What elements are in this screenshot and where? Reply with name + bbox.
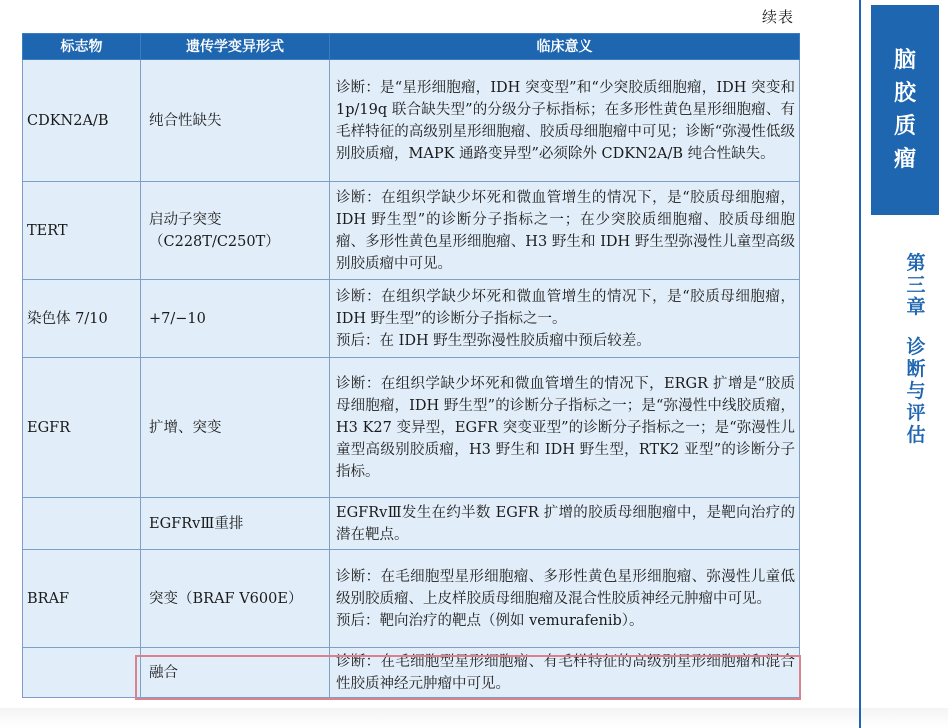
- section-tab: [871, 5, 939, 215]
- section-tab-char: 质: [893, 114, 916, 139]
- chapter-title-char: 与: [906, 380, 926, 402]
- page-bottom-edge: [0, 708, 948, 728]
- variant-cell: EGFRvⅢ重排: [141, 498, 330, 550]
- continued-label: 续表: [762, 8, 795, 26]
- variant-cell: +7/−10: [141, 280, 330, 358]
- marker-cell: CDKN2A/B: [23, 60, 141, 182]
- table-row: [23, 648, 800, 698]
- table-row: [23, 550, 800, 648]
- marker-cell: 染色体 7/10: [23, 280, 141, 358]
- chapter-label: [898, 252, 934, 446]
- variant-cell: 突变（BRAF V600E）: [141, 550, 330, 648]
- margin-rule: [859, 0, 861, 728]
- section-tab-char: 胶: [893, 81, 916, 106]
- marker-cell: [23, 498, 141, 550]
- genetic-markers-table: [22, 33, 800, 698]
- table-row: [23, 358, 800, 498]
- marker-cell: EGFR: [23, 358, 141, 498]
- variant-cell: 启动子突变（C228T/C250T）: [141, 182, 330, 280]
- chapter-number-char: 第: [906, 252, 926, 274]
- significance-cell: EGFRvⅢ发生在约半数 EGFR 扩增的胶质母细胞瘤中，是靶向治疗的潜在靶点。: [330, 498, 800, 550]
- variant-cell: 扩增、突变: [141, 358, 330, 498]
- marker-cell: [23, 648, 141, 698]
- significance-cell: 诊断：在组织学缺少坏死和微血管增生的情况下，是“胶质母细胞瘤，IDH 野生型”的诊断分子指标之一。 预后：在 IDH 野生型弥漫性胶质瘤中预后较差。: [330, 280, 800, 358]
- significance-cell: 诊断：在组织学缺少坏死和微血管增生的情况下，ERGR 扩增是“胶质母细胞瘤，IDH 野生型”的诊断分子指标之一；是“弥漫性中线胶质瘤，H3 K27 变异型，EGFR 突变亚型”的诊断分子指标之一；是“弥漫性儿童型高级别胶质瘤，H3 野生和 IDH 野生型，RTK2 亚型”的诊断分子指标。: [330, 358, 800, 498]
- significance-cell: 诊断：是“星形细胞瘤，IDH 突变型”和“少突胶质细胞瘤，IDH 突变和 1p/19q 联合缺失型”的分级分子标指标；在多形性黄色星形细胞瘤、有毛样特征的高级别星形细胞瘤、胶质母细胞瘤中可见；诊断“弥漫性低级别胶质瘤，MAPK 通路变异型”必须除外 CDKN2A/B 纯合性缺失。: [330, 60, 800, 182]
- table-header-row: [23, 34, 800, 60]
- significance-cell: 诊断：在毛细胞型星形细胞瘤、多形性黄色星形细胞瘤、弥漫性儿童低级别胶质瘤、上皮样胶质母细胞瘤及混合性胶质神经元肿瘤中可见。 预后：靶向治疗的靶点（例如 vemurafenib）。: [330, 550, 800, 648]
- chapter-title-char: 断: [906, 358, 926, 380]
- variant-cell: 纯合性缺失: [141, 60, 330, 182]
- table-row: [23, 60, 800, 182]
- chapter-title-char: 估: [906, 424, 926, 446]
- table-row: [23, 498, 800, 550]
- variant-cell: 融合: [141, 648, 330, 698]
- header-marker: 标志物: [23, 34, 141, 60]
- section-tab-char: 脑: [893, 48, 916, 73]
- header-variant: 遗传学变异形式: [141, 34, 330, 60]
- chapter-title-char: 评: [906, 402, 926, 424]
- header-significance: 临床意义: [330, 34, 800, 60]
- marker-cell: BRAF: [23, 550, 141, 648]
- table-row: [23, 280, 800, 358]
- table-row: [23, 182, 800, 280]
- chapter-number-char: 章: [906, 296, 926, 318]
- significance-cell: 诊断：在组织学缺少坏死和微血管增生的情况下，是“胶质母细胞瘤，IDH 野生型”的诊断分子指标之一；在少突胶质细胞瘤、胶质母细胞瘤、多形性黄色星形细胞瘤、H3 野生和 IDH 野生型弥漫性儿童型高级别胶质瘤中可见。: [330, 182, 800, 280]
- section-tab-char: 瘤: [893, 147, 916, 172]
- significance-cell: 诊断：在毛细胞型星形细胞瘤、有毛样特征的高级别星形细胞瘤和混合性胶质神经元肿瘤中可见。: [330, 648, 800, 698]
- marker-cell: TERT: [23, 182, 141, 280]
- chapter-number-char: 三: [906, 274, 926, 296]
- chapter-title-char: 诊: [906, 336, 926, 358]
